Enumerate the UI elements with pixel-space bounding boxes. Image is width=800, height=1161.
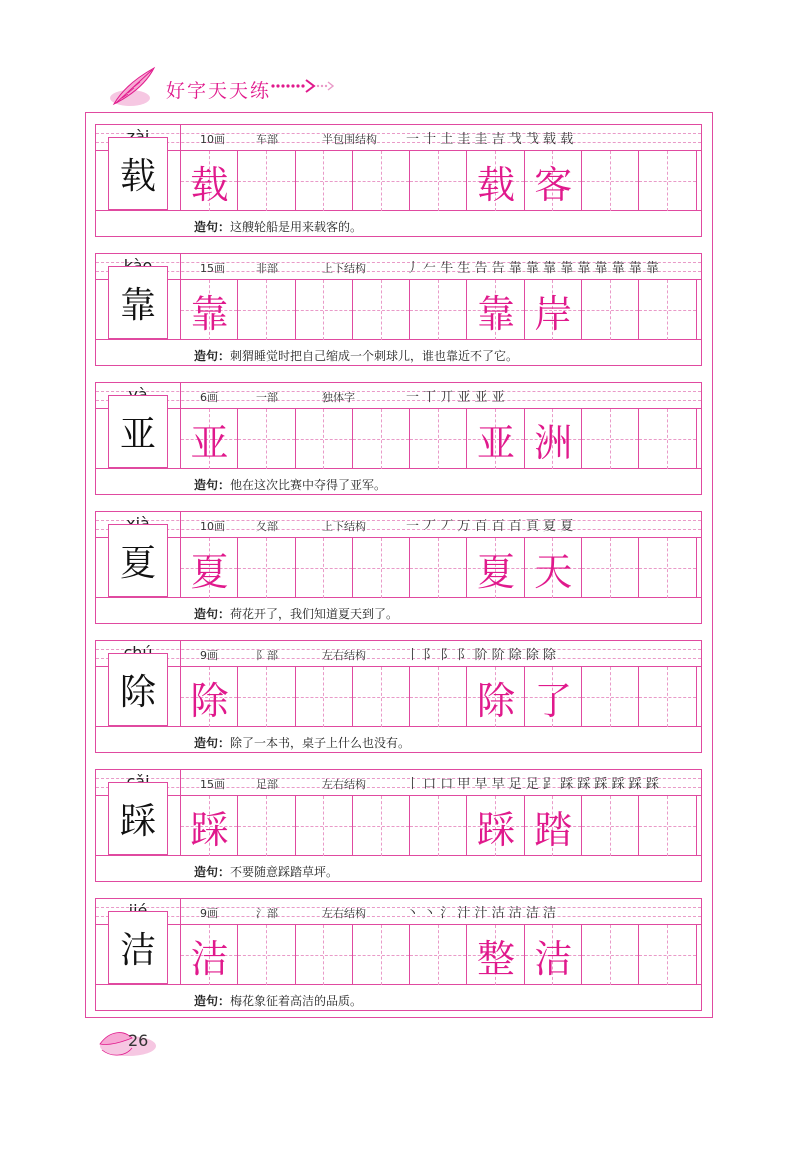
practice-demo-char: 夏 (190, 549, 229, 594)
page-footer (98, 1022, 178, 1062)
practice-demo-char: 靠 (190, 291, 229, 336)
guide-line (96, 400, 701, 401)
cell-guide-horizontal (582, 697, 638, 698)
divider (180, 641, 181, 667)
practice-cell[interactable] (639, 796, 696, 856)
practice-cell[interactable] (410, 151, 467, 211)
quill-pen-icon (108, 64, 158, 108)
info-row (96, 254, 701, 280)
practice-cell[interactable] (296, 667, 353, 727)
structure: 左右结构 (322, 907, 366, 920)
stroke-count: 9画 (200, 907, 218, 920)
cell-guide-horizontal (582, 310, 638, 311)
example-sentence: 这艘轮船是用来载客的。 (230, 220, 363, 234)
structure: 左右结构 (322, 649, 366, 662)
cell-guide-horizontal (639, 568, 695, 569)
cell-guide-horizontal (582, 955, 638, 956)
practice-cell[interactable] (410, 409, 467, 469)
practice-demo-char: 载 (476, 162, 515, 207)
practice-cell[interactable] (296, 538, 353, 598)
grid-row (96, 280, 701, 340)
practice-grid (180, 538, 701, 598)
cell-guide-horizontal (238, 697, 294, 698)
radical: 足部 (256, 778, 278, 791)
page-number: 26 (128, 1031, 149, 1050)
guide-line (96, 658, 701, 659)
practice-cell[interactable] (296, 409, 353, 469)
practice-demo-char: 天 (534, 549, 573, 594)
page-title: 好字天天练 (166, 80, 272, 102)
cell-guide-horizontal (639, 826, 695, 827)
guide-line (96, 520, 701, 521)
practice-cell[interactable] (238, 280, 295, 340)
example-sentence: 他在这次比赛中夺得了亚军。 (230, 478, 387, 492)
practice-demo-char: 亚 (190, 420, 229, 465)
structure: 独体字 (322, 391, 355, 404)
practice-cell[interactable] (353, 796, 410, 856)
practice-demo-char: 载 (190, 162, 229, 207)
cell-guide-horizontal (296, 826, 352, 827)
practice-cell[interactable] (410, 538, 467, 598)
guide-line (96, 907, 701, 908)
model-character: 载 (108, 137, 168, 210)
divider (180, 512, 181, 538)
cell-guide-horizontal (639, 181, 695, 182)
cell-guide-horizontal (639, 310, 695, 311)
model-character: 除 (108, 653, 168, 726)
cell-guide-horizontal (410, 310, 466, 311)
practice-grid (180, 796, 701, 856)
cell-guide-horizontal (410, 697, 466, 698)
example-sentence: 不要随意踩踏草坪。 (230, 865, 339, 879)
stroke-count: 10画 (200, 520, 225, 533)
sentence-label: 造句： (194, 736, 231, 750)
practice-cell[interactable] (582, 151, 639, 211)
practice-grid (180, 667, 701, 727)
practice-demo-char: 亚 (476, 420, 515, 465)
cell-guide-horizontal (353, 439, 409, 440)
sentence-row (96, 727, 701, 754)
radical: 车部 (256, 133, 278, 146)
practice-demo-char: 洁 (534, 936, 573, 981)
sentence-label: 造句： (194, 865, 231, 879)
cell-guide-horizontal (238, 181, 294, 182)
cell-guide-horizontal (296, 955, 352, 956)
radical: 阝部 (256, 649, 278, 662)
info-row (96, 125, 701, 151)
practice-demo-char: 洁 (190, 936, 229, 981)
example-sentence: 荷花开了，我们知道夏天到了。 (230, 607, 399, 621)
guide-line (96, 916, 701, 917)
model-character: 夏 (108, 524, 168, 597)
practice-cell[interactable] (639, 280, 696, 340)
practice-demo-char: 踩 (476, 807, 515, 852)
practice-demo-char: 除 (190, 678, 229, 723)
cell-guide-horizontal (296, 568, 352, 569)
practice-cell[interactable] (296, 796, 353, 856)
cell-guide-horizontal (296, 310, 352, 311)
guide-line (96, 142, 701, 143)
structure: 上下结构 (322, 520, 366, 533)
character-block (95, 511, 702, 624)
stroke-count: 9画 (200, 649, 218, 662)
practice-cell[interactable] (410, 280, 467, 340)
divider (180, 770, 181, 796)
practice-cell[interactable] (238, 796, 295, 856)
practice-demo-char: 洲 (534, 420, 573, 465)
practice-cell[interactable] (238, 925, 295, 985)
practice-grid (180, 151, 701, 211)
practice-cell[interactable] (582, 538, 639, 598)
cell-guide-horizontal (238, 439, 294, 440)
character-block (95, 640, 702, 753)
practice-demo-char: 夏 (476, 549, 515, 594)
practice-cell[interactable] (582, 280, 639, 340)
cell-guide-horizontal (238, 310, 294, 311)
character-block (95, 253, 702, 366)
radical: 一部 (256, 391, 278, 404)
cell-guide-horizontal (296, 439, 352, 440)
stroke-order: 一 丅 丌 亚 亚 亚 (406, 390, 505, 405)
dotted-arrow-icon (270, 78, 334, 94)
info-row (96, 383, 701, 409)
practice-cell[interactable] (353, 280, 410, 340)
cell-guide-horizontal (582, 439, 638, 440)
character-block (95, 382, 702, 495)
structure: 上下结构 (322, 262, 366, 275)
guide-line (96, 649, 701, 650)
practice-cell[interactable] (238, 538, 295, 598)
sentence-label: 造句： (194, 994, 231, 1008)
practice-cell[interactable] (353, 151, 410, 211)
practice-cell[interactable] (353, 925, 410, 985)
sentence-row (96, 469, 701, 496)
practice-cell[interactable] (296, 151, 353, 211)
model-character: 洁 (108, 911, 168, 984)
cell-guide-horizontal (639, 955, 695, 956)
cell-guide-horizontal (410, 568, 466, 569)
structure: 半包围结构 (322, 133, 377, 146)
cell-guide-horizontal (410, 439, 466, 440)
model-character: 亚 (108, 395, 168, 468)
sentence-label: 造句： (194, 349, 231, 363)
practice-cell[interactable] (639, 409, 696, 469)
practice-cell[interactable] (296, 925, 353, 985)
sentence-row (96, 340, 701, 367)
stroke-count: 15画 (200, 778, 225, 791)
character-block (95, 124, 702, 237)
guide-line (96, 391, 701, 392)
practice-cell[interactable] (410, 925, 467, 985)
practice-demo-char: 除 (476, 678, 515, 723)
page-header (100, 60, 360, 110)
example-sentence: 除了一本书，桌子上什么也没有。 (230, 736, 411, 750)
cell-guide-horizontal (238, 568, 294, 569)
cell-guide-horizontal (296, 697, 352, 698)
cell-guide-horizontal (639, 439, 695, 440)
practice-cell[interactable] (582, 796, 639, 856)
practice-demo-char: 靠 (476, 291, 515, 336)
info-row (96, 512, 701, 538)
cell-guide-horizontal (582, 826, 638, 827)
practice-demo-char: 整 (476, 936, 515, 981)
sentence-row (96, 598, 701, 625)
info-row (96, 899, 701, 925)
practice-cell[interactable] (238, 667, 295, 727)
cell-guide-horizontal (353, 310, 409, 311)
divider (180, 899, 181, 925)
practice-cell[interactable] (353, 538, 410, 598)
divider (180, 254, 181, 280)
sentence-row (96, 856, 701, 883)
stroke-order: 一 十 土 圭 圭 吉 𢦏 𢦏 载 载 (406, 132, 574, 147)
practice-demo-char: 踩 (190, 807, 229, 852)
cell-guide-horizontal (353, 955, 409, 956)
cell-guide-horizontal (582, 181, 638, 182)
sentence-row (96, 211, 701, 238)
grid-row (96, 538, 701, 598)
stroke-count: 15画 (200, 262, 225, 275)
practice-cell[interactable] (238, 409, 295, 469)
radical: 夂部 (256, 520, 278, 533)
practice-cell[interactable] (296, 280, 353, 340)
stroke-order: 丨 口 口 甲 早 早 足 足 𧾷 踩 踩 踩 踩 踩 踩 (406, 777, 659, 792)
stroke-count: 10画 (200, 133, 225, 146)
stroke-order: 丨 阝 阝 阝 阶 阶 除 除 除 (406, 648, 557, 663)
cell-guide-horizontal (410, 826, 466, 827)
sentence-label: 造句： (194, 478, 231, 492)
stroke-order: 丿 𠂉 牛 生 告 告 靠 靠 靠 靠 靠 靠 靠 靠 靠 (406, 261, 659, 276)
character-block (95, 769, 702, 882)
practice-cell[interactable] (582, 925, 639, 985)
guide-line (96, 133, 701, 134)
practice-demo-char: 了 (534, 678, 573, 723)
cell-guide-horizontal (353, 697, 409, 698)
stroke-order: 一 丆 丆 万 百 百 百 頁 夏 夏 (406, 519, 574, 534)
practice-cell[interactable] (639, 151, 696, 211)
practice-cell[interactable] (582, 409, 639, 469)
practice-cell[interactable] (410, 796, 467, 856)
cell-guide-horizontal (410, 955, 466, 956)
cell-guide-horizontal (296, 181, 352, 182)
grid-row (96, 796, 701, 856)
practice-demo-char: 踏 (534, 807, 573, 852)
divider (180, 383, 181, 409)
grid-row (96, 151, 701, 211)
stroke-order: 丶 丶 氵 汁 汁 沽 沽 洁 洁 (406, 906, 557, 921)
grid-row (96, 409, 701, 469)
sentence-label: 造句： (194, 607, 231, 621)
sentence-label: 造句： (194, 220, 231, 234)
practice-cell[interactable] (238, 151, 295, 211)
practice-demo-char: 岸 (534, 291, 573, 336)
sentence-row (96, 985, 701, 1012)
cell-guide-horizontal (353, 568, 409, 569)
cell-guide-horizontal (353, 181, 409, 182)
cell-guide-horizontal (353, 826, 409, 827)
practice-grid (180, 925, 701, 985)
cell-guide-horizontal (639, 697, 695, 698)
practice-cell[interactable] (639, 925, 696, 985)
practice-cell[interactable] (410, 667, 467, 727)
radical: 非部 (256, 262, 278, 275)
stroke-count: 6画 (200, 391, 218, 404)
cell-guide-horizontal (582, 568, 638, 569)
model-character: 靠 (108, 266, 168, 339)
info-row (96, 641, 701, 667)
practice-grid (180, 280, 701, 340)
info-row (96, 770, 701, 796)
practice-cell[interactable] (353, 409, 410, 469)
cell-guide-horizontal (410, 181, 466, 182)
structure: 左右结构 (322, 778, 366, 791)
guide-line (96, 529, 701, 530)
character-block (95, 898, 702, 1011)
practice-cell[interactable] (582, 667, 639, 727)
grid-row (96, 925, 701, 985)
model-character: 踩 (108, 782, 168, 855)
practice-cell[interactable] (353, 667, 410, 727)
divider (180, 125, 181, 151)
practice-cell[interactable] (639, 538, 696, 598)
grid-row (96, 667, 701, 727)
example-sentence: 梅花象征着高洁的品质。 (230, 994, 363, 1008)
practice-grid (180, 409, 701, 469)
practice-demo-char: 客 (534, 162, 573, 207)
example-sentence: 刺猬睡觉时把自己缩成一个刺球儿，谁也靠近不了它。 (230, 349, 519, 363)
radical: 氵部 (256, 907, 278, 920)
cell-guide-horizontal (238, 955, 294, 956)
cell-guide-horizontal (238, 826, 294, 827)
practice-cell[interactable] (639, 667, 696, 727)
